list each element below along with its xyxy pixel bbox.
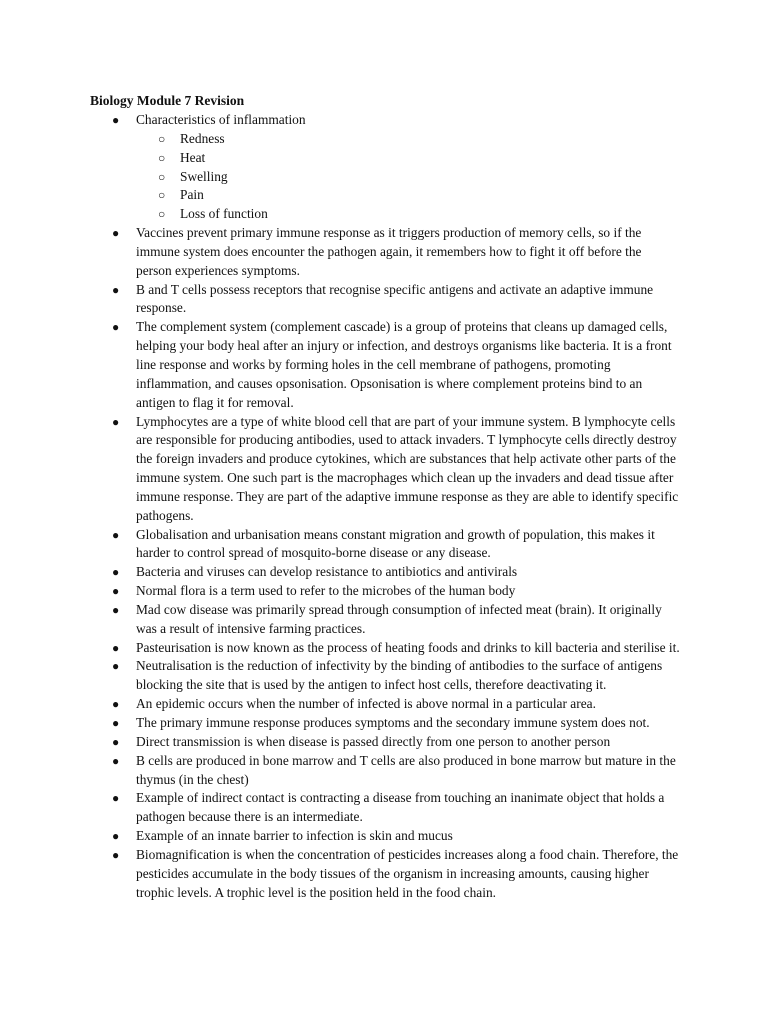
sub-list-item bbox=[0, 186, 768, 205]
list-item bbox=[0, 827, 768, 846]
list-item bbox=[0, 224, 768, 281]
list-item bbox=[0, 582, 768, 601]
list-item-text: B cells are produced in bone marrow and T cells are also produced in bone marrow but mature in the thymus (in the chest) bbox=[136, 752, 676, 787]
sub-list-item bbox=[0, 168, 768, 187]
bullet-icon: ● bbox=[112, 716, 120, 730]
list-item-text: Neutralisation is the reduction of infectivity by the binding of antibodies to the surface of antigens blocking the site that is used by the antigen to infect host cells, therefore deactivating it. bbox=[136, 658, 663, 693]
list-item bbox=[0, 789, 768, 827]
hollow-bullet-icon: ○ bbox=[158, 169, 166, 184]
list-item bbox=[0, 563, 768, 582]
list-item bbox=[0, 601, 768, 639]
bullet-icon: ● bbox=[112, 847, 120, 862]
list-item-text: Lymphocytes are a type of white blood cell that are part of your immune system. B lymphocyte cells are responsible for producing antibodies, used to attack invaders. T lymphocyte cells directly destroy the foreign invaders and produce cytokines, which are substances that help activate other parts of the immune system. One such part is the macrophages which clean up the invaders and dead tissue after immune response. They are part of the adaptive immune response as they are able to identify specific pathogens. bbox=[136, 413, 679, 523]
list-item bbox=[0, 281, 768, 319]
bullet-icon: ● bbox=[112, 602, 120, 617]
list-item-text: Characteristics of inflammation bbox=[136, 112, 306, 127]
list-item-text: The primary immune response produces symptoms and the secondary immune system does not. bbox=[136, 715, 650, 730]
bullet-icon: ● bbox=[112, 565, 120, 580]
list-item-text: An epidemic occurs when the number of infected is above normal in a particular area. bbox=[136, 696, 596, 712]
bullet-icon: ● bbox=[112, 584, 120, 599]
list-item bbox=[0, 846, 768, 903]
bullet-icon: ● bbox=[112, 734, 120, 749]
bullet-icon: ● bbox=[112, 791, 120, 806]
list-item-text: Vaccines prevent primary immune response as it triggers production of memory cells, so if the immune system does encounter the pathogen again, it remembers how to fight it off before the person experiences symptoms. bbox=[136, 225, 642, 278]
list-item-text: The complement system (complement cascade) is a group of proteins that cleans up damaged cells, helping your body heal after an injury or infection, and destroys organisms like bacteria. It is a front line response and works by forming holes in the cell membrane of pathogens, promoting inflammation, and causes opsonisation. Opsonisation is where complement proteins bind to an antigen to flag it for removal. bbox=[136, 319, 672, 410]
bullet-icon: ● bbox=[112, 697, 120, 712]
list-item-text: Mad cow disease was primarily spread through consumption of infected meat (brain). It originally was a result of intensive farming practices. bbox=[136, 601, 662, 636]
sub-list-item-text: Swelling bbox=[180, 168, 228, 184]
page-title: Biology Module 7 Revision bbox=[90, 93, 245, 108]
list-item-text: Pasteurisation is now known as the process of heating foods and drinks to kill bacteria and sterilise it. bbox=[136, 639, 680, 655]
sub-list-item-text: Loss of function bbox=[180, 206, 268, 222]
sub-list-item-text: Redness bbox=[180, 130, 225, 146]
list-item-text: Bacteria and viruses can develop resistance to antibiotics and antivirals bbox=[136, 564, 518, 580]
sub-list-item-text: Heat bbox=[180, 149, 206, 165]
bullet-icon: ● bbox=[112, 282, 120, 297]
list-item bbox=[0, 752, 768, 790]
bullet-icon: ● bbox=[112, 829, 120, 844]
list-item bbox=[0, 526, 768, 564]
bullet-icon: ● bbox=[112, 659, 120, 674]
list-item-text: Normal flora is a term used to refer to the microbes of the human body bbox=[136, 583, 516, 599]
sub-list-item bbox=[0, 149, 768, 168]
bullet-icon: ● bbox=[112, 753, 120, 768]
list-item bbox=[0, 657, 768, 695]
hollow-bullet-icon: ○ bbox=[158, 207, 166, 222]
list-item-text: Globalisation and urbanisation means constant migration and growth of population, this makes it harder to control spread of mosquito-borne disease or any disease. bbox=[136, 526, 655, 561]
sub-list-item bbox=[0, 130, 768, 149]
bullet-icon: ● bbox=[112, 527, 120, 542]
hollow-bullet-icon: ○ bbox=[158, 188, 166, 203]
list-item-text: Direct transmission is when disease is passed directly from one person to another person bbox=[136, 733, 611, 749]
bullet-icon: ● bbox=[112, 320, 120, 335]
list-item bbox=[0, 318, 768, 412]
bullet-icon: ● bbox=[112, 414, 120, 429]
list-item-text: Example of an innate barrier to infection is skin and mucus bbox=[136, 828, 453, 844]
sub-list-item bbox=[0, 205, 768, 224]
revision-bullet-list bbox=[0, 111, 768, 902]
list-item-text: Example of indirect contact is contracting a disease from touching an inanimate object that holds a pathogen because there is an intermediate. bbox=[136, 790, 665, 825]
list-item bbox=[0, 111, 768, 130]
list-item bbox=[0, 733, 768, 752]
list-item-text: B and T cells possess receptors that recognise specific antigens and activate an adaptive immune response. bbox=[136, 281, 654, 316]
hollow-bullet-icon: ○ bbox=[158, 131, 166, 146]
list-item-text: Biomagnification is when the concentration of pesticides increases along a food chain. Therefore, the pesticides accumulate in the body tissues of the organism in increasing amounts, causing higher trophic levels. A trophic level is the position held in the food chain. bbox=[136, 846, 679, 900]
bullet-icon: ● bbox=[112, 640, 120, 655]
list-item bbox=[0, 714, 768, 733]
bullet-icon: ● bbox=[112, 226, 120, 241]
sub-list-item-text: Pain bbox=[180, 187, 204, 203]
list-item bbox=[0, 413, 768, 526]
list-item bbox=[0, 639, 768, 658]
bullet-icon: ● bbox=[112, 113, 120, 127]
hollow-bullet-icon: ○ bbox=[158, 150, 166, 165]
list-item bbox=[0, 695, 768, 714]
